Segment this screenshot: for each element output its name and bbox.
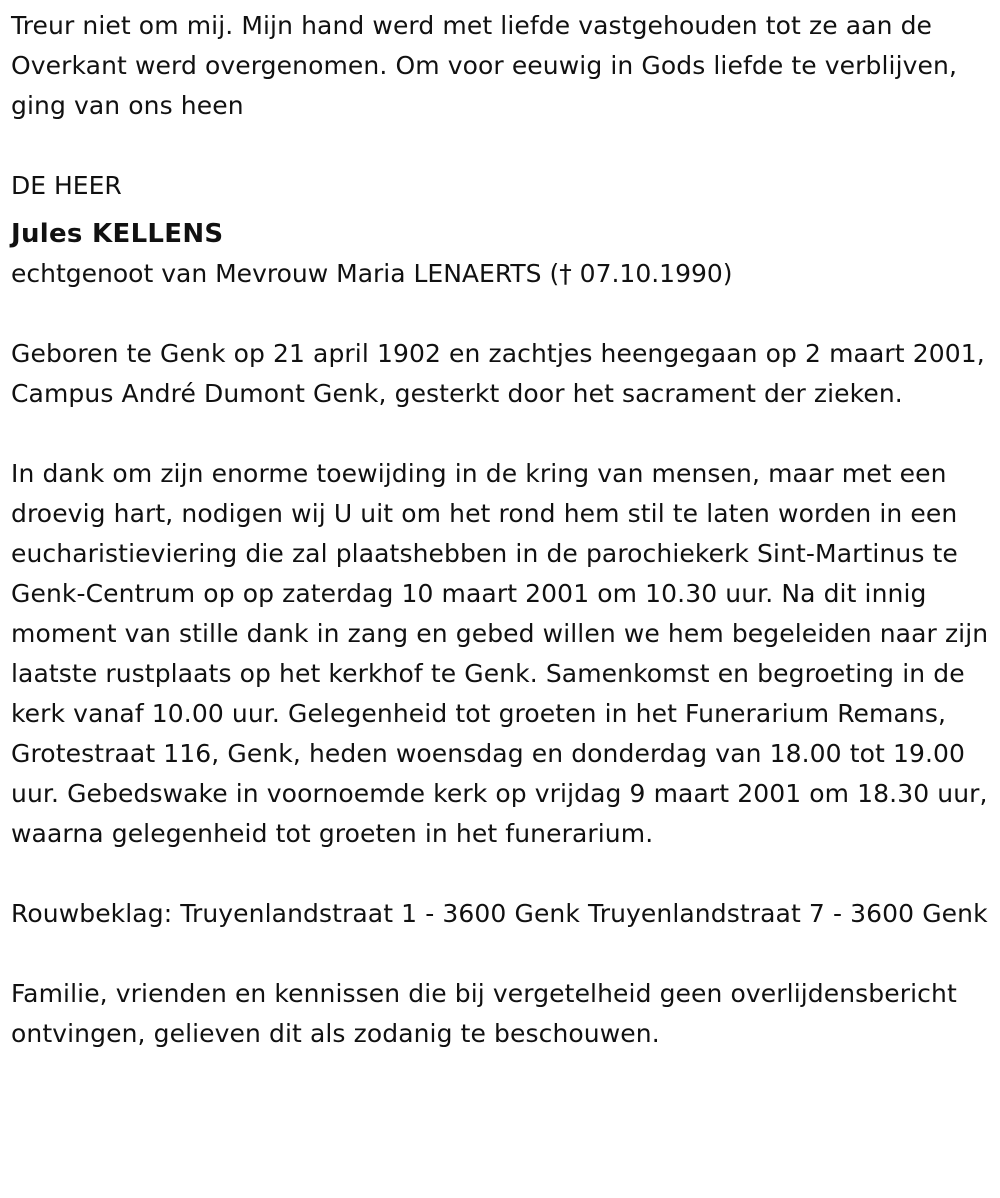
spacer: [11, 414, 993, 454]
closing-text: Familie, vrienden en kennissen die bij vergetelheid geen overlijdensbericht ontvingen, gelieven dit als zodanig te beschouwen.: [11, 979, 957, 1048]
spacer: [11, 854, 993, 894]
honorific-title: DE HEER: [11, 171, 122, 200]
deceased-name: Jules KELLENS: [11, 219, 224, 249]
spouse-line: echtgenoot van Mevrouw Maria LENAERTS († 07.10.1990): [11, 259, 733, 288]
birth-death-text: Geboren te Genk op 21 april 1902 en zachtjes heengegaan op 2 maart 2001, Campus André Dumont Genk, gesterkt door het sacrament der zieken.: [11, 339, 985, 408]
death-notice: [11, 6, 993, 1054]
intro-text: Treur niet om mij. Mijn hand werd met liefde vastgehouden tot ze aan de Overkant werd overgenomen. Om voor eeuwig in Gods liefde te verblijven, ging van ons heen: [11, 11, 958, 120]
condolence-address: Rouwbeklag: Truyenlandstraat 1 - 3600 Genk Truyenlandstraat 7 - 3600 Genk: [11, 899, 988, 928]
spacer: [11, 294, 993, 334]
spacer: [11, 934, 993, 974]
spacer: [11, 126, 993, 166]
ceremony-text: In dank om zijn enorme toewijding in de kring van mensen, maar met een droevig hart, nodigen wij U uit om het rond hem stil te laten worden in een eucharistieviering die zal plaatshebben in de parochiekerk Sint-Martinus te Genk-Centrum op op zaterdag 10 maart 2001 om 10.30 uur. Na dit innig moment van stille dank in zang en gebed willen we hem begeleiden naar zijn laatste rustplaats op het kerkhof te Genk. Samenkomst en begroeting in de kerk vanaf 10.00 uur. Gelegenheid tot groeten in het Funerarium Remans, Grotestraat 116, Genk, heden woensdag en donderdag van 18.00 tot 19.00 uur. Gebedswake in voornoemde kerk op vrijdag 9 maart 2001 om 18.30 uur, waarna gelegenheid tot groeten in het funerarium.: [11, 459, 989, 848]
